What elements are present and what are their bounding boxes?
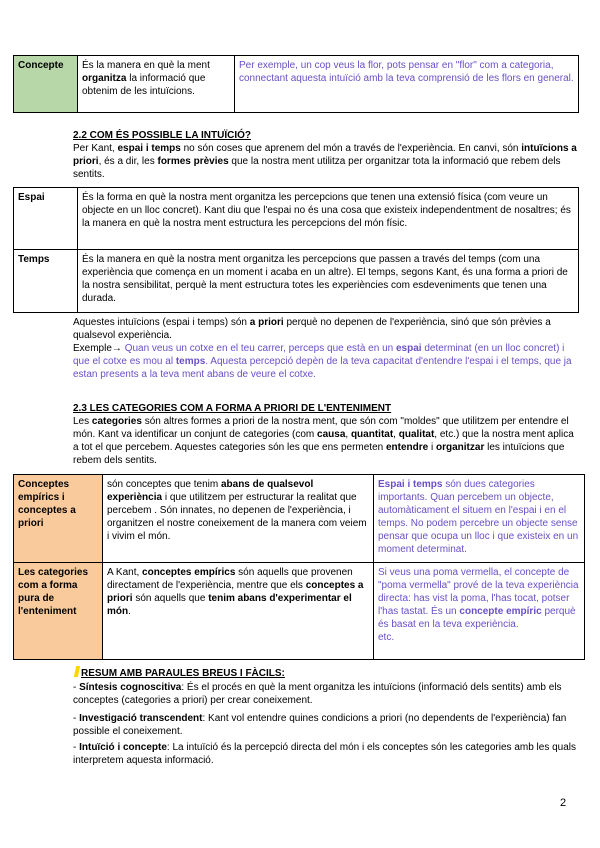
categories-definition: A Kant, conceptes empírics són aquells que provenen directament de l'experiència, mentre que els conceptes a priori són aquells que tenim abans d'experimentar el món. — [103, 563, 374, 660]
conceptes-definition: són conceptes que tenim abans de qualsevol experiència i que utilitzem per estructurar la realitat que percebem . Són innates, no depenen de l'experiència, i organitzen el nostre coneixement de la manera com veiem i vivim el món. — [103, 475, 374, 563]
summary-item: - Investigació transcendent: Kant vol entendre quines condicions a priori (no dependents de l'experiència) fan possible el coneixement. — [73, 713, 567, 737]
temps-label: Temps — [14, 250, 78, 313]
categories-example: Si veus una poma vermella, el concepte de "poma vermella" prové de la teva experiència directa: has vist la poma, l'has tocat, potser l'has tastat. És un concepte empíric perquè és basat en la teva experiència. etc. — [374, 563, 585, 660]
summary-title: RESUM AMB PARAULES BREUS I FÀCILS: — [81, 668, 285, 679]
section-2-2-example: Exemple→ Quan veus un cotxe en el teu carrer, perceps que està en un espai determinat (en un lloc concret) i que el cotxe es mou al temps. Aquesta percepció depèn de la teva capacitat d'entendre l'espai i el temps, que ja estan presents a la teva ment abans de veure el cotxe. — [73, 343, 572, 380]
section-2-3-title: 2.3 LES CATEGORIES COM A FORMA A PRIORI DE L'ENTENIMENT — [73, 403, 392, 414]
concepte-label: Concepte — [14, 56, 78, 113]
concepte-table — [13, 55, 579, 113]
summary-title-row — [75, 666, 580, 680]
concepte-definition: És la manera en què la ment organitza la informació que obtenim de les intuïcions. — [78, 56, 235, 113]
espai-text: És la forma en què la nostra ment organitza les percepcions que tenen una extensió física (com veure un objecte en un lloc concret). Kant diu que l'espai no és una cosa que existeix independentment de nosaltres; és la manera en què la nostra ment estructura les percepcions del món físic. — [78, 188, 579, 250]
section-2-2-intro: Per Kant, espai i temps no són coses que aprenem del món a través de l'experiència. En canvi, són intuïcions a priori, és a dir, les formes prèvies que la nostra ment utilitza per organitzar tota la informació que rebem dels sentits. — [73, 143, 577, 180]
highlighter-icon — [74, 666, 80, 677]
temps-text: És la manera en què la nostra ment organitza les percepcions que passen a través del temps (com una experiència que comença en un moment i acaba en un altre). El temps, segons Kant, és una forma a priori de la nostra sensibilitat, perquè la ment estructura totes les experiències com esdeveniments que tenen una durada. — [78, 250, 579, 313]
concepte-example: Per exemple, un cop veus la flor, pots pensar en "flor" com a categoria, connectant aquesta intuïció amb la teva comprensió de les flors en general. — [235, 56, 579, 113]
espai-temps-table — [13, 187, 579, 313]
section-2-3-intro: Les categories són altres formes a priori de la nostra ment, que són com "moldes" que utilitzem per entendre el món. Kant va identificar un conjunt de categories (com causa, quantitat, qualitat, etc.) que la nostra ment aplica a tot el que percebem. Aquestes categories són les que ens permeten entendre i organitzar les intuïcions que rebem dels sentits. — [73, 416, 574, 466]
conceptes-label: Conceptes empírics i conceptes a priori — [14, 475, 103, 563]
section-2-2-after: Aquestes intuïcions (espai i temps) són a priori perquè no depenen de l'experiència, sinó que són prèvies a qualsevol experiència. — [73, 317, 551, 341]
conceptes-table — [13, 474, 585, 660]
summary-item: - Síntesis cognoscitiva: És el procés en què la ment organitza les intuïcions (informació dels sentits) amb els conceptes (categories a priori) per crear coneixement. — [73, 682, 562, 706]
categories-label: Les categories com a forma pura de l'enteniment — [14, 563, 103, 660]
espai-label: Espai — [14, 188, 78, 250]
section-2-2-title: 2.2 COM ÉS POSSIBLE LA INTUÏCIÓ? — [73, 130, 251, 141]
summary-item: - Intuïció i concepte: La intuïció és la percepció directa del món i els conceptes són les categories amb les quals interpretem aquesta informació. — [73, 742, 577, 766]
page-number: 2 — [560, 797, 567, 809]
conceptes-example: Espai i temps són dues categories importants. Quan percebem un objecte, automàticament el situem en l'espai i en el temps. No podem percebre un objecte sense pensar que ocupa un lloc i que existeix en un moment determinat. — [374, 475, 585, 563]
